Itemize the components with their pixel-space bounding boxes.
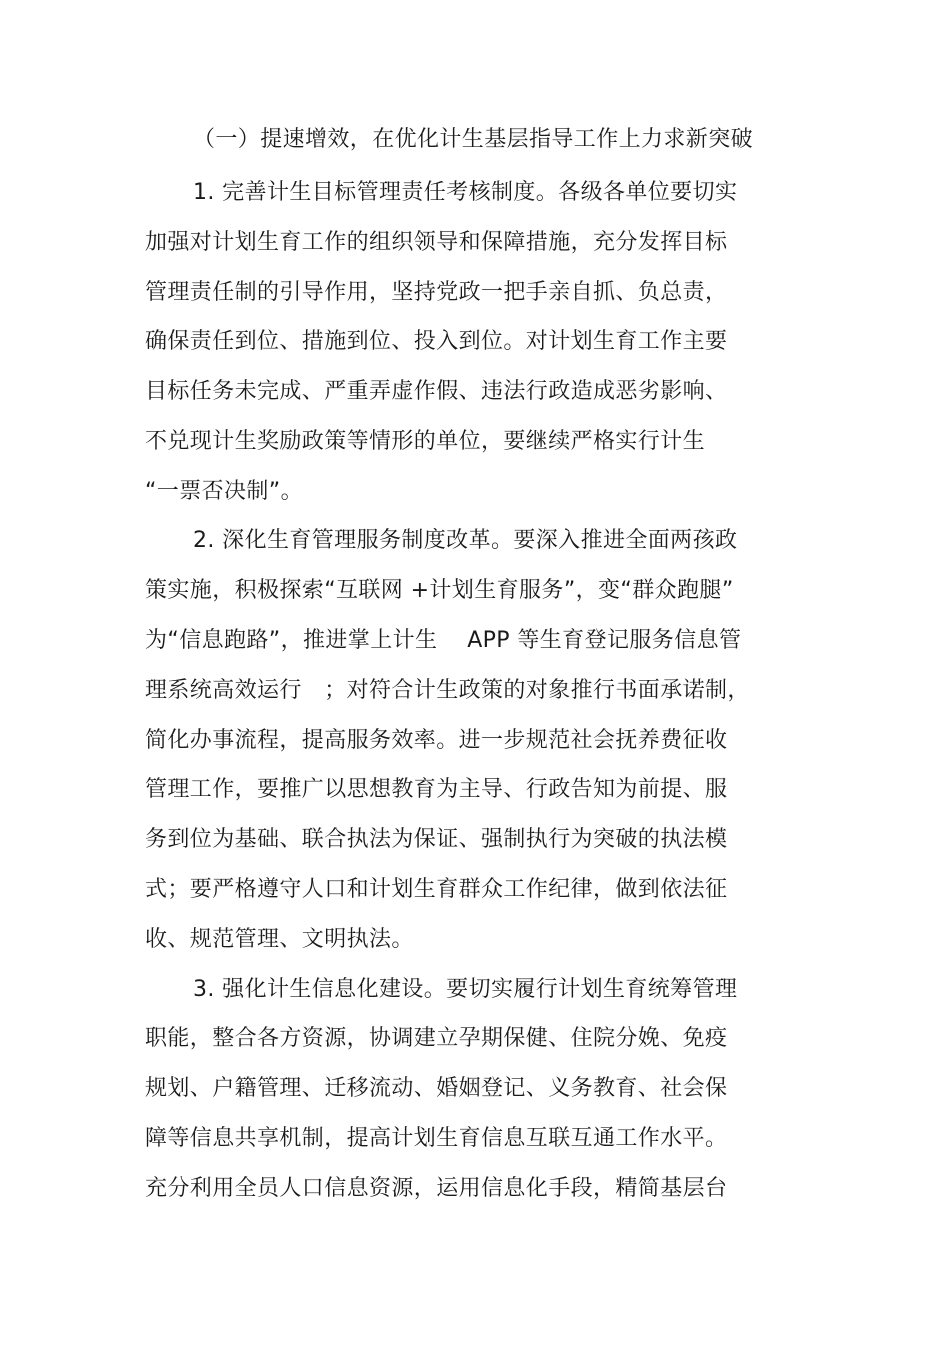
paragraph-line: 目标任务未完成、严重弄虚作假、违法行政造成恶劣影响、 — [145, 379, 728, 404]
paragraph-line: 确保责任到位、措施到位、投入到位。对计划生育工作主要 — [145, 329, 728, 354]
section-heading: （一）提速增效，在优化计生基层指导工作上力求新突破 — [193, 127, 754, 152]
paragraph-line: 理系统高效运行 ；对符合计生政策的对象推行书面承诺制， — [145, 678, 750, 703]
paragraph-line: 职能，整合各方资源，协调建立孕期保健、住院分娩、免疫 — [145, 1026, 728, 1051]
paragraph-line: 式；要严格遵守人口和计划生育群众工作纪律，做到依法征 — [145, 877, 728, 902]
paragraph-line: 不兑现计生奖励政策等情形的单位，要继续严格实行计生 — [145, 429, 706, 454]
paragraph-line: 充分利用全员人口信息资源，运用信息化手段，精简基层台 — [145, 1176, 728, 1201]
paragraph-line: 规划、户籍管理、迁移流动、婚姻登记、义务教育、社会保 — [145, 1076, 728, 1101]
paragraph-line: 为“信息跑路”，推进掌上计生 APP 等生育登记服务信息管 — [145, 628, 742, 653]
paragraph-line: 策实施，积极探索“互联网 +计划生育服务”，变“群众跑腿” — [145, 578, 734, 603]
paragraph-line: 3. 强化计生信息化建设。要切实履行计划生育统筹管理 — [193, 977, 738, 1002]
paragraph-line: 2. 深化生育管理服务制度改革。要深入推进全面两孩政 — [193, 528, 738, 553]
paragraph-line: 简化办事流程，提高服务效率。进一步规范社会抚养费征收 — [145, 728, 728, 753]
paragraph-line: 加强对计划生育工作的组织领导和保障措施，充分发挥目标 — [145, 230, 728, 255]
paragraph-line: 收、规范管理、文明执法。 — [145, 927, 414, 952]
paragraph-line: “一票否决制”。 — [145, 479, 303, 504]
paragraph-line: 1. 完善计生目标管理责任考核制度。各级各单位要切实 — [193, 180, 738, 205]
paragraph-line: 管理责任制的引导作用，坚持党政一把手亲自抓、负总责， — [145, 280, 728, 305]
paragraph-line: 障等信息共享机制，提高计划生育信息互联互通工作水平。 — [145, 1126, 728, 1151]
paragraph-line: 管理工作，要推广以思想教育为主导、行政告知为前提、服 — [145, 777, 728, 802]
paragraph-line: 务到位为基础、联合执法为保证、强制执行为突破的执法模 — [145, 827, 728, 852]
